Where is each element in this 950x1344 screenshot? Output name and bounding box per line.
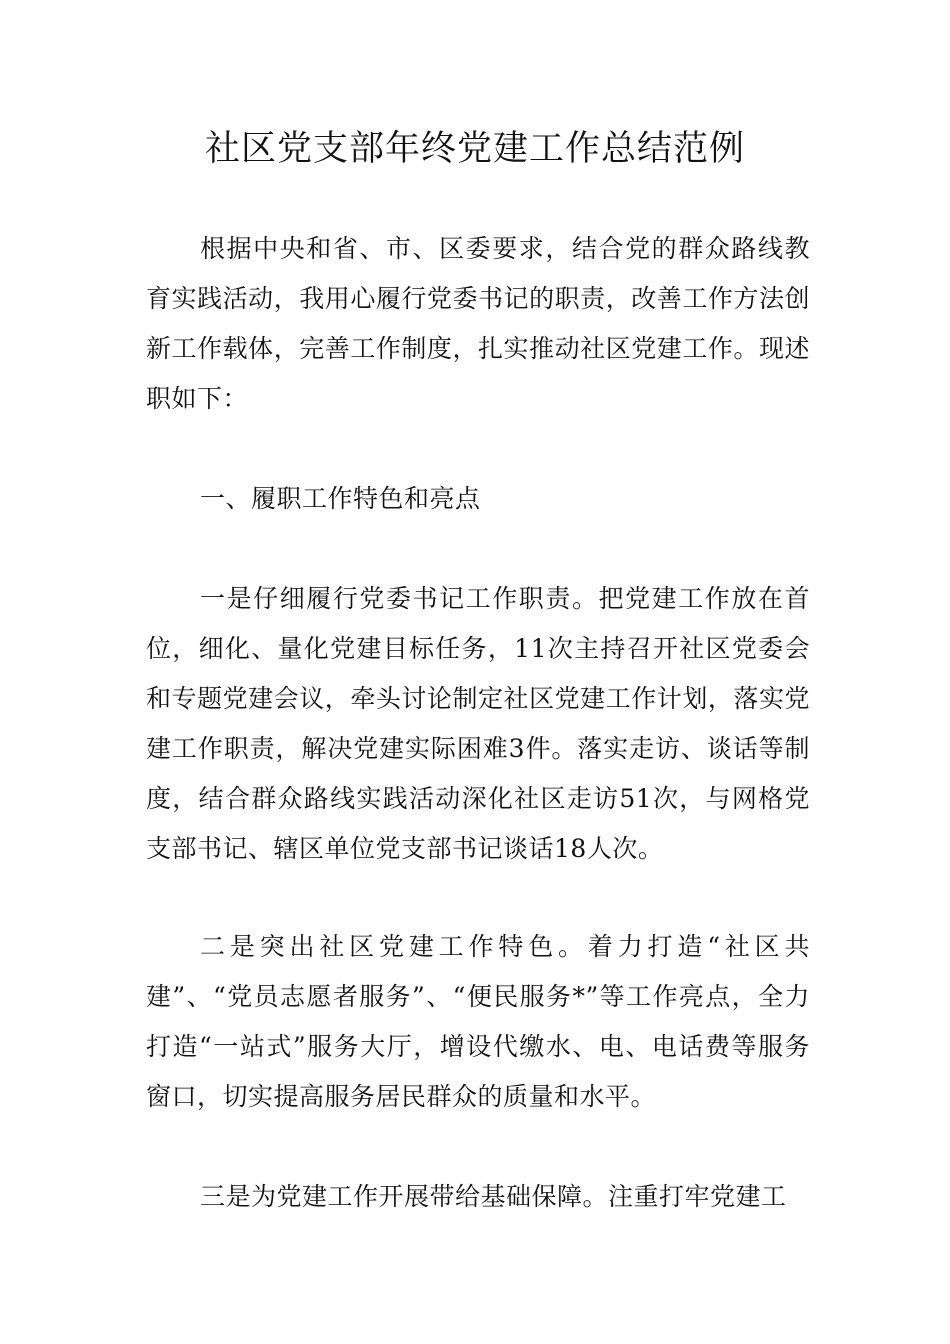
body-paragraph-duties: 一是仔细履行党委书记工作职责。把党建工作放在首位，细化、量化党建目标任务，11次主持召开社区党委会和专题党建会议，牵头讨论制定社区党建工作计划，落实党建工作职责，解决党建实际困难3件。落实走访、谈话等制度，结合群众路线实践活动深化社区走访51次，与网格党支部书记、辖区单位党支部书记谈话18人次。 [146,584,810,863]
body-paragraph-support: 三是为党建工作开展带给基础保障。注重打牢党建工 [200,1182,787,1211]
document-title: 社区党支部年终党建工作总结范例 [204,129,745,169]
body-paragraph-features: 二是突出社区党建工作特色。着力打造“社区共建”、“党员志愿者服务”、“便民服务*”等工作亮点，全力打造“一站式”服务大厅，增设代缴水、电、电话费等服务窗口，切实提高服务居民群众的质量和水平。 [146,932,810,1111]
section-heading: 一、履职工作特色和亮点 [200,484,481,513]
intro-paragraph: 根据中央和省、市、区委要求，结合党的群众路线教育实践活动，我用心履行党委书记的职责，改善工作方法创新工作载体，完善工作制度，扎实推动社区党建工作。现述职如下： [146,234,810,413]
